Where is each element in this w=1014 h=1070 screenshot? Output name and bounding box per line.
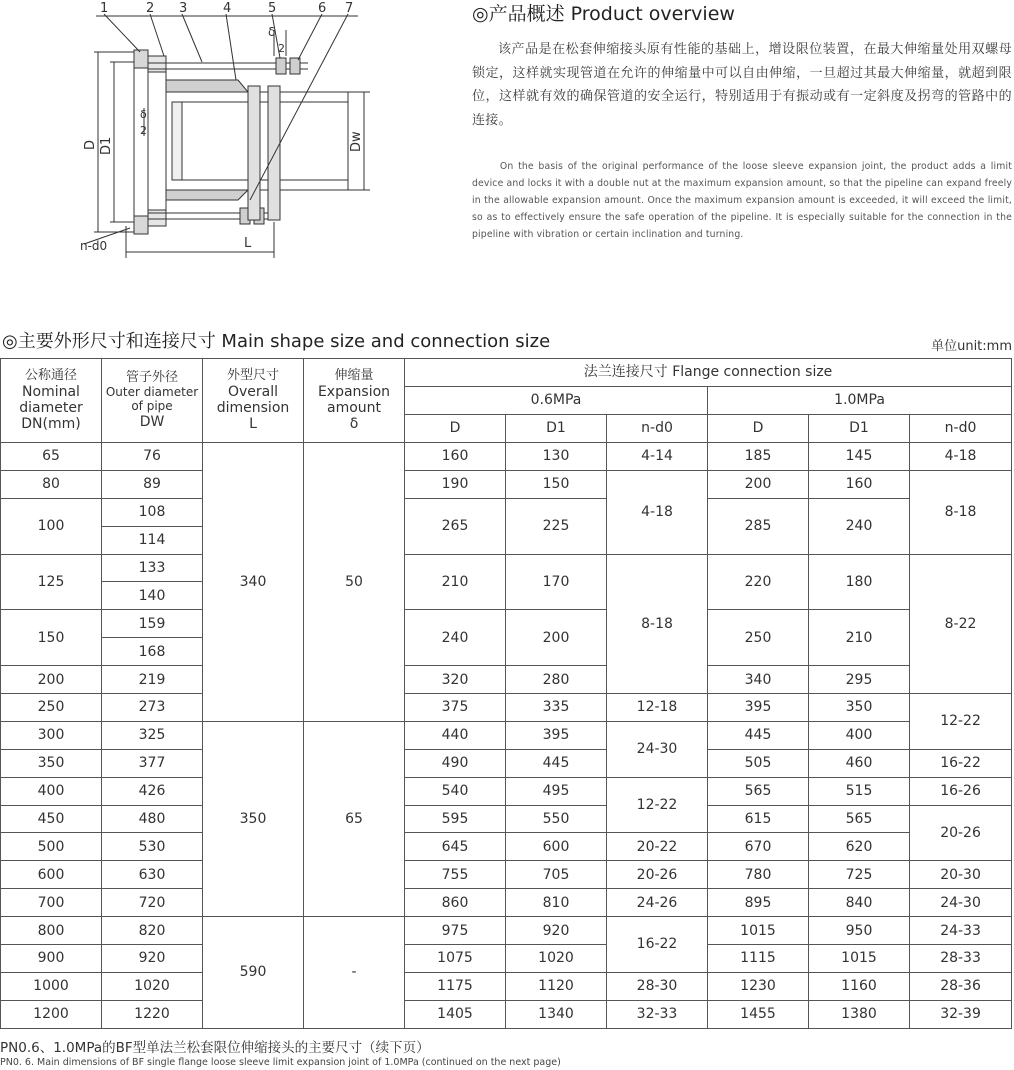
cell-D-1-0: 220 [708, 554, 809, 610]
bolt-hole-label: n-d0 [80, 239, 108, 253]
cell-D-1-0: 1455 [708, 1000, 809, 1028]
expansion-joint-drawing [78, 0, 384, 262]
cell-nd0-0-6: 24-26 [607, 889, 708, 917]
cell-D1-0-6: 550 [506, 805, 607, 833]
cell-nd0-1-0: 20-30 [910, 861, 1012, 889]
cell-D1-0-6: 495 [506, 777, 607, 805]
table-row [1, 498, 1012, 526]
cell-D-1-0: 1115 [708, 945, 809, 973]
cell-nd0-0-6: 32-33 [607, 1000, 708, 1028]
cell-overall-length: 350 [203, 721, 304, 916]
table-row [1, 917, 1012, 945]
cell-nd0-1-0: 16-26 [910, 777, 1012, 805]
table-row [1, 694, 1012, 722]
cell-nd0-0-6: 28-30 [607, 972, 708, 1000]
cell-D1-0-6: 920 [506, 917, 607, 945]
dimension-D1-label: D1 [99, 136, 114, 155]
cell-nd0-1-0: 8-22 [910, 554, 1012, 693]
cell-D-1-0: 395 [708, 694, 809, 722]
cell-dw: 630 [102, 861, 203, 889]
cell-D-0-6: 1075 [405, 945, 506, 973]
header-outer-diameter: 管子外径 Outer diameter of pipe DW [102, 359, 203, 443]
cell-D-1-0: 670 [708, 833, 809, 861]
cell-D1-1-0: 460 [809, 749, 910, 777]
table-row [1, 666, 1012, 694]
cell-D-1-0: 1015 [708, 917, 809, 945]
cell-dn: 900 [1, 945, 102, 973]
cell-D-0-6: 975 [405, 917, 506, 945]
cell-D1-0-6: 280 [506, 666, 607, 694]
cell-D1-1-0: 1015 [809, 945, 910, 973]
two-label-side: 2 [140, 124, 147, 137]
cell-dn: 200 [1, 666, 102, 694]
cell-dn: 250 [1, 694, 102, 722]
cell-D1-1-0: 180 [809, 554, 910, 610]
cell-D-1-0: 250 [708, 610, 809, 666]
cell-D-0-6: 595 [405, 805, 506, 833]
cell-D1-0-6: 200 [506, 610, 607, 666]
table-row [1, 749, 1012, 777]
cell-dn: 500 [1, 833, 102, 861]
cell-dw: 76 [102, 443, 203, 471]
cell-D1-0-6: 150 [506, 470, 607, 498]
table-row [1, 861, 1012, 889]
table-row [1, 721, 1012, 749]
header-flange-connection: 法兰连接尺寸 Flange connection size [405, 359, 1012, 387]
part-number-5: 5 [268, 1, 277, 16]
two-label-top: 2 [278, 42, 285, 55]
cell-overall-length: 340 [203, 443, 304, 722]
cell-D-1-0: 340 [708, 666, 809, 694]
cell-nd0-1-0: 28-36 [910, 972, 1012, 1000]
cell-D1-0-6: 600 [506, 833, 607, 861]
cell-D-0-6: 755 [405, 861, 506, 889]
cell-D1-1-0: 350 [809, 694, 910, 722]
header-pressure-0-6: 0.6MPa [405, 387, 708, 415]
part-number-2: 2 [146, 1, 155, 16]
cell-nd0-1-0: 20-26 [910, 805, 1012, 861]
cell-dw: 530 [102, 833, 203, 861]
cell-D-1-0: 1230 [708, 972, 809, 1000]
cell-D-1-0: 505 [708, 749, 809, 777]
cell-dn: 65 [1, 443, 102, 471]
product-overview [472, 0, 1012, 243]
table-row [1, 777, 1012, 805]
dimension-D-label: D [83, 139, 98, 150]
header-nd0-1-0: n-d0 [910, 415, 1012, 443]
cell-nd0-1-0: 28-33 [910, 945, 1012, 973]
cell-D-0-6: 190 [405, 470, 506, 498]
cell-D1-0-6: 1340 [506, 1000, 607, 1028]
cell-D1-0-6: 1020 [506, 945, 607, 973]
cell-D-1-0: 445 [708, 721, 809, 749]
header-D1-1-0: D1 [809, 415, 910, 443]
table-row [1, 833, 1012, 861]
cell-D1-0-6: 445 [506, 749, 607, 777]
cell-dn: 600 [1, 861, 102, 889]
cell-D-1-0: 780 [708, 861, 809, 889]
table-row [1, 945, 1012, 973]
delta-label-top: δ [268, 25, 276, 39]
cell-D-0-6: 375 [405, 694, 506, 722]
cell-D-0-6: 1405 [405, 1000, 506, 1028]
header-D1-0-6: D1 [506, 415, 607, 443]
cell-D1-1-0: 400 [809, 721, 910, 749]
cell-D-1-0: 200 [708, 470, 809, 498]
cell-D1-1-0: 240 [809, 498, 910, 554]
cell-dw: 133 [102, 554, 203, 582]
cell-dw: 108 [102, 498, 203, 526]
cell-dn: 150 [1, 610, 102, 666]
cell-D-1-0: 285 [708, 498, 809, 554]
cell-D-1-0: 895 [708, 889, 809, 917]
cell-D-0-6: 240 [405, 610, 506, 666]
unit-label: 单位unit:mm [931, 339, 1012, 354]
cell-nd0-0-6: 8-18 [607, 554, 708, 693]
cell-D1-1-0: 145 [809, 443, 910, 471]
header-nominal-diameter: 公称通径 Nominal diameter DN(mm) [1, 359, 102, 443]
header-expansion-amount: 伸缩量 Expansion amount δ [304, 359, 405, 443]
table-row [1, 470, 1012, 498]
cell-dw: 1020 [102, 972, 203, 1000]
part-number-3: 3 [179, 1, 188, 16]
part-number-1: 1 [100, 1, 109, 16]
cell-dw: 219 [102, 666, 203, 694]
cell-dw: 920 [102, 945, 203, 973]
cell-D1-1-0: 725 [809, 861, 910, 889]
cell-D-1-0: 565 [708, 777, 809, 805]
cell-D-0-6: 490 [405, 749, 506, 777]
dimension-Dw-label: Dw [349, 131, 364, 152]
cell-dw: 426 [102, 777, 203, 805]
table-row [1, 554, 1012, 582]
cell-expansion: 65 [304, 721, 405, 916]
delta-label-side: δ [140, 108, 147, 121]
dimension-table [0, 358, 1012, 1029]
cell-nd0-0-6: 20-22 [607, 833, 708, 861]
cell-D1-0-6: 335 [506, 694, 607, 722]
table-row [1, 1000, 1012, 1028]
cell-nd0-1-0: 16-22 [910, 749, 1012, 777]
cell-dw: 377 [102, 749, 203, 777]
cell-D1-0-6: 130 [506, 443, 607, 471]
overview-text-en: On the basis of the original performance of the loose sleeve expansion joint, the product adds a limit device and locks it with a double nut at the maximum expansion amount, so that the pipeline can expand freely in the allowable expansion amount. Once the maximum expansion amount is exceeded, it will exceed the limit, so as to effectively ensure the safe operation of the pipeline. It is especially suitable for the connection in the pipeline with vibration or certain inclination and turning. [472, 161, 1012, 240]
cell-dn: 100 [1, 498, 102, 554]
cell-dn: 125 [1, 554, 102, 610]
cell-dw: 89 [102, 470, 203, 498]
header-nd0-0-6: n-d0 [607, 415, 708, 443]
cell-nd0-1-0: 4-18 [910, 443, 1012, 471]
cell-D1-0-6: 395 [506, 721, 607, 749]
cell-dn: 1000 [1, 972, 102, 1000]
cell-dw: 168 [102, 638, 203, 666]
cell-D1-0-6: 170 [506, 554, 607, 610]
cell-dn: 1200 [1, 1000, 102, 1028]
cell-dw: 720 [102, 889, 203, 917]
cell-D-0-6: 440 [405, 721, 506, 749]
cell-dn: 700 [1, 889, 102, 917]
cell-nd0-0-6: 4-14 [607, 443, 708, 471]
cell-expansion: - [304, 917, 405, 1029]
cell-dw: 820 [102, 917, 203, 945]
cell-nd0-0-6: 20-26 [607, 861, 708, 889]
cell-D-0-6: 160 [405, 443, 506, 471]
cell-D1-1-0: 950 [809, 917, 910, 945]
cell-dw: 325 [102, 721, 203, 749]
cell-nd0-1-0: 24-30 [910, 889, 1012, 917]
cell-nd0-1-0: 32-39 [910, 1000, 1012, 1028]
cell-nd0-1-0: 24-33 [910, 917, 1012, 945]
cell-D-1-0: 185 [708, 443, 809, 471]
cell-D-0-6: 1175 [405, 972, 506, 1000]
cell-D-0-6: 210 [405, 554, 506, 610]
cell-D-0-6: 320 [405, 666, 506, 694]
header-overall-dimension: 外型尺寸 Overall dimension L [203, 359, 304, 443]
cell-dn: 80 [1, 470, 102, 498]
cell-nd0-0-6: 24-30 [607, 721, 708, 777]
cell-D1-0-6: 705 [506, 861, 607, 889]
cell-nd0-0-6: 16-22 [607, 917, 708, 973]
cell-D1-1-0: 1380 [809, 1000, 910, 1028]
table-row [1, 805, 1012, 833]
cell-nd0-0-6: 4-18 [607, 470, 708, 554]
cell-D1-1-0: 1160 [809, 972, 910, 1000]
cell-nd0-0-6: 12-18 [607, 694, 708, 722]
dimension-L-label: L [244, 236, 252, 251]
cell-D1-0-6: 810 [506, 889, 607, 917]
part-number-6: 6 [318, 1, 327, 16]
cell-D-1-0: 615 [708, 805, 809, 833]
cell-D1-1-0: 515 [809, 777, 910, 805]
cell-dn: 350 [1, 749, 102, 777]
part-number-7: 7 [345, 1, 354, 16]
cell-nd0-1-0: 8-18 [910, 470, 1012, 554]
cell-dw: 273 [102, 694, 203, 722]
cell-expansion: 50 [304, 443, 405, 722]
header-D-0-6: D [405, 415, 506, 443]
table-row [1, 443, 1012, 471]
cell-D1-1-0: 840 [809, 889, 910, 917]
table-row [1, 610, 1012, 638]
cell-dw: 1220 [102, 1000, 203, 1028]
cell-dn: 450 [1, 805, 102, 833]
cell-D1-1-0: 295 [809, 666, 910, 694]
table-row [1, 889, 1012, 917]
cell-dw: 114 [102, 526, 203, 554]
header-pressure-1-0: 1.0MPa [708, 387, 1012, 415]
overview-text-zh: 该产品是在松套伸缩接头原有性能的基础上，增设限位装置，在最大伸缩量处用双螺母锁定，这样就实现管道在允许的伸缩量中可以自由伸缩，一旦超过其最大伸缩量，就超到限位，这样就有效的确保管道的安全运行，特别适用于有振动或有一定斜度及拐弯的管路中的连接。 [472, 42, 1012, 128]
cell-overall-length: 590 [203, 917, 304, 1029]
table-caption-zh: PN0.6、1.0MPa的BF型单法兰松套限位伸缩接头的主要尺寸（续下页） [0, 1040, 430, 1056]
overview-title: ◎产品概述 Product overview [472, 3, 735, 25]
cell-dw: 159 [102, 610, 203, 638]
cell-D-0-6: 645 [405, 833, 506, 861]
cell-D1-1-0: 620 [809, 833, 910, 861]
cell-nd0-0-6: 12-22 [607, 777, 708, 833]
cell-dn: 800 [1, 917, 102, 945]
cell-dn: 400 [1, 777, 102, 805]
cell-D-0-6: 540 [405, 777, 506, 805]
cell-nd0-1-0: 12-22 [910, 694, 1012, 750]
table-caption-en: PN0. 6. Main dimensions of BF single flange loose sleeve limit expansion joint of 1.0MPa (continued on the next page) [0, 1057, 561, 1068]
cell-dw: 480 [102, 805, 203, 833]
section-title: ◎主要外形尺寸和连接尺寸 Main shape size and connection size [2, 331, 551, 352]
cell-D1-0-6: 1120 [506, 972, 607, 1000]
cell-D1-0-6: 225 [506, 498, 607, 554]
table-row [1, 972, 1012, 1000]
cell-D1-1-0: 210 [809, 610, 910, 666]
cell-D-0-6: 265 [405, 498, 506, 554]
cell-D1-1-0: 565 [809, 805, 910, 833]
part-number-4: 4 [223, 1, 232, 16]
cell-dn: 300 [1, 721, 102, 749]
header-D-1-0: D [708, 415, 809, 443]
cell-D1-1-0: 160 [809, 470, 910, 498]
cell-D-0-6: 860 [405, 889, 506, 917]
cell-dw: 140 [102, 582, 203, 610]
